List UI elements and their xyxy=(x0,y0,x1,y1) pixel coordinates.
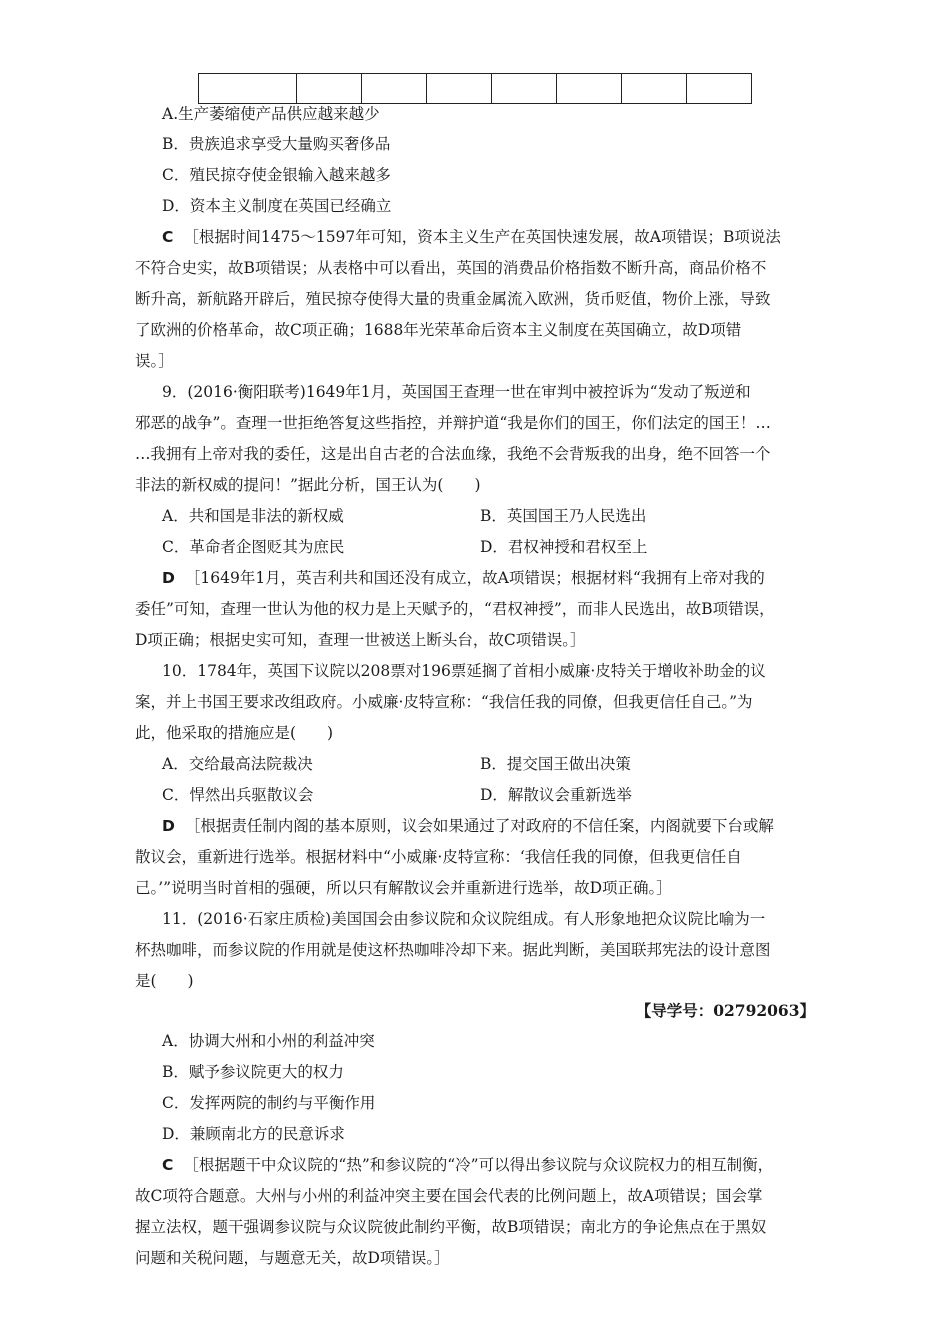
q9-explanation-line: D ［1649年1月，英吉利共和国还没有成立，故A项错误；根据材料“我拥有上帝对我的 xyxy=(162,569,765,587)
q8-option-d: D．资本主义制度在英国已经确立 xyxy=(162,197,392,215)
q9-explanation-line: 委任”可知，查理一世认为他的权力是上天赋予的，“君权神授”，而非人民选出，故B项错误， xyxy=(135,600,775,618)
table-cell xyxy=(427,74,492,104)
q10-stem-line: 案，并上书国王要求改组政府。小威廉·皮特宣称：“我信任我的同僚，但我更信任自己。”为 xyxy=(135,693,753,711)
q8-explanation-line: 断升高，新航路开辟后，殖民掠夺使得大量的贵重金属流入欧洲，货币贬值，物价上涨，导致 xyxy=(135,290,771,308)
q8-option-a: A.生产萎缩使产品供应越来越少 xyxy=(162,105,380,123)
table-cell xyxy=(297,74,362,104)
q10-stem-line: 10．1784年，英国下议院以208票对196票延搁了首相小威廉·皮特关于增收补助金的议 xyxy=(162,662,766,680)
table-cell xyxy=(492,74,557,104)
q11-explanation-line: C ［根据题干中众议院的“热”和参议院的“冷”可以得出参议院与众议院权力的相互制衡， xyxy=(162,1156,774,1174)
q10-stem-line: 此，他采取的措施应是( ) xyxy=(135,724,334,742)
q9-explanation-line: D项正确；根据史实可知，查理一世被送上断头台，故C项错误。］ xyxy=(135,631,586,649)
q11-explanation-line: 问题和关税问题，与题意无关，故D项错误。］ xyxy=(135,1249,450,1267)
q8-option-c: C．殖民掠夺使金银输入越来越多 xyxy=(162,166,391,184)
q11-stem-line: 是( ) xyxy=(135,972,194,990)
q11-answer: C xyxy=(162,1156,174,1174)
q11-option-a: A．协调大州和小州的利益冲突 xyxy=(162,1032,375,1050)
q11-option-b: B．赋予参议院更大的权力 xyxy=(162,1063,344,1081)
q9-option-d: D．君权神授和君权至上 xyxy=(480,538,648,556)
q9-answer: D xyxy=(162,569,175,587)
table-cell xyxy=(622,74,687,104)
q8-explanation-line: 了欧洲的价格革命，故C项正确；1688年光荣革命后资本主义制度在英国确立，故D项错 xyxy=(135,321,742,339)
q10-explanation-line: 己。’”说明当时首相的强硬，所以只有解散议会并重新进行选举，故D项正确。］ xyxy=(135,879,672,897)
q10-answer: D xyxy=(162,817,175,835)
q10-explanation-line: D ［根据责任制内阁的基本原则，议会如果通过了对政府的不信任案，内阁就要下台或解 xyxy=(162,817,774,835)
q10-option-d: D．解散议会重新选举 xyxy=(480,786,632,804)
q11-explanation-line: 握立法权，题干强调参议院与众议院彼此制约平衡，故B项错误；南北方的争论焦点在于黑奴 xyxy=(135,1218,767,1236)
table-cell xyxy=(557,74,622,104)
q9-stem-line: 非法的新权威的提问！”据此分析，国王认为( ) xyxy=(135,476,481,494)
price-index-table-fragment xyxy=(198,73,752,104)
q10-option-b: B．提交国王做出决策 xyxy=(480,755,631,773)
q8-explanation-line: 误。］ xyxy=(135,352,174,370)
q11-option-d: D．兼顾南北方的民意诉求 xyxy=(162,1125,345,1143)
q8-option-b: B．贵族追求享受大量购买奢侈品 xyxy=(162,135,391,153)
q9-option-c: C．革命者企图贬其为庶民 xyxy=(162,538,345,556)
q11-stem-line: 杯热咖啡，而参议院的作用就是使这杯热咖啡冷却下来。据此判断，美国联邦宪法的设计意图 xyxy=(135,941,771,959)
table-cell xyxy=(362,74,427,104)
q9-stem-line: 邪恶的战争”。查理一世拒绝答复这些指控，并辩护道“我是你们的国王，你们法定的国王！… xyxy=(135,414,771,432)
q11-option-c: C．发挥两院的制约与平衡作用 xyxy=(162,1094,376,1112)
q8-explanation-line: C ［根据时间1475～1597年可知，资本主义生产在英国快速发展，故A项错误；B项说法 xyxy=(162,228,781,246)
q8-answer: C xyxy=(162,228,174,246)
guide-number: 【导学号：02792063】 xyxy=(635,1001,815,1020)
table-cell xyxy=(687,74,752,104)
table-row xyxy=(199,74,752,104)
q9-option-a: A．共和国是非法的新权威 xyxy=(162,507,344,525)
q10-option-c: C．悍然出兵驱散议会 xyxy=(162,786,314,804)
q9-stem-line: …我拥有上帝对我的委任，这是出自古老的合法血缘，我绝不会背叛我的出身，绝不回答一个 xyxy=(135,445,771,463)
q9-stem-line: 9．(2016·衡阳联考)1649年1月，英国国王查理一世在审判中被控诉为“发动了叛逆和 xyxy=(162,383,751,401)
q11-stem-line: 11．(2016·石家庄质检)美国国会由参议院和众议院组成。有人形象地把众议院比喻为一 xyxy=(162,910,766,928)
q8-explanation-line: 不符合史实，故B项错误；从表格中可以看出，英国的消费品价格指数不断升高，商品价格不 xyxy=(135,259,767,277)
q10-explanation-line: 散议会，重新进行选举。根据材料中“小威廉·皮特宣称：‘我信任我的同僚，但我更信任自 xyxy=(135,848,742,866)
table-cell xyxy=(199,74,297,104)
q11-explanation-line: 故C项符合题意。大州与小州的利益冲突主要在国会代表的比例问题上，故A项错误；国会掌 xyxy=(135,1187,763,1205)
q9-option-b: B．英国国王乃人民选出 xyxy=(480,507,647,525)
q10-option-a: A．交给最高法院裁决 xyxy=(162,755,313,773)
